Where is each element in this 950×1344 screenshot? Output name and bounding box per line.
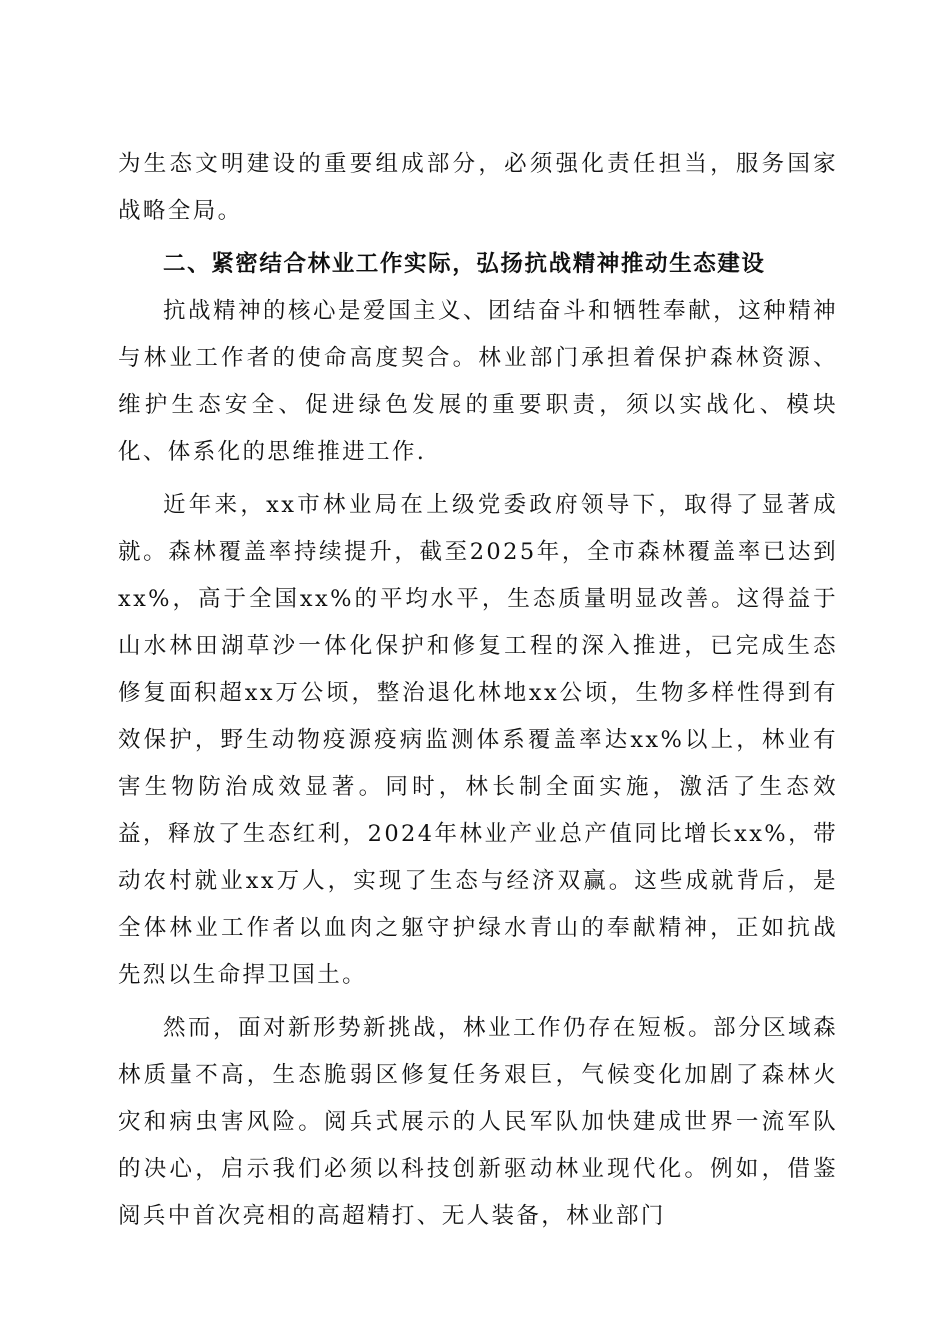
paragraph-challenges: 然而，面对新形势新挑战，林业工作仍存在短板。部分区域森林质量不高，生态脆弱区修复任务艰巨，气候变化加剧了森林火灾和病虫害风险。阅兵式展示的人民军队加快建成世界一流军队的决心，启示我们必须以科技创新驱动林业现代化。例如，借鉴阅兵中首次亮相的高超精打、无人装备，林业部门 [118, 1015, 838, 1229]
paragraph-continuation: 为生态文明建设的重要组成部分，必须强化责任担当，服务国家战略全局。 [118, 151, 838, 224]
section-heading: 二、紧密结合林业工作实际，弘扬抗战精神推动生态建设 [163, 251, 766, 277]
paragraph-achievements: 近年来，xx市林业局在上级党委政府领导下，取得了显著成就。森林覆盖率持续提升，截至2025年，全市森林覆盖率已达到xx%，高于全国xx%的平均水平，生态质量明显改善。这得益于山水林田湖草沙一体化保护和修复工程的深入推进，已完成生态修复面积超xx万公顷，整治退化林地xx公顷，生物多样性得到有效保护，野生动物疫源疫病监测体系覆盖率达xx%以上，林业有害生物防治成效显著。同时，林长制全面实施，激活了生态效益，释放了生态红利，2024年林业产业总产值同比增长xx%，带动农村就业xx万人，实现了生态与经济双赢。这些成就背后，是全体林业工作者以血肉之躯守护绿水青山的奉献精神，正如抗战先烈以生命捍卫国土。 [118, 492, 838, 988]
paragraph-spirit: 抗战精神的核心是爱国主义、团结奋斗和牺牲奉献，这种精神与林业工作者的使命高度契合。林业部门承担着保护森林资源、维护生态安全、促进绿色发展的重要职责，须以实战化、模块化、体系化的思维推进工作. [118, 298, 838, 465]
document-body [118, 141, 838, 1240]
